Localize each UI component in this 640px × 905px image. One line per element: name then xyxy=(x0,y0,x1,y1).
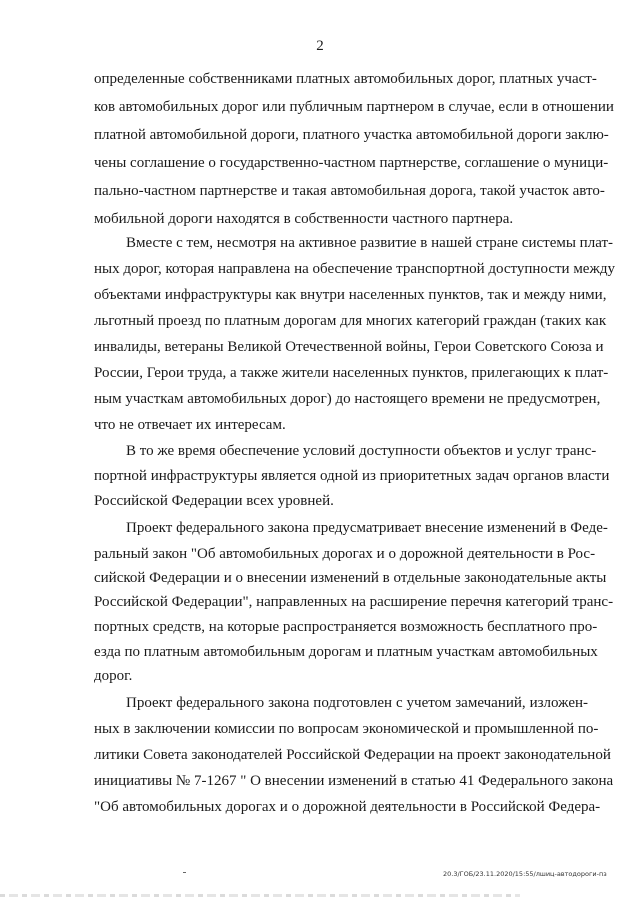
text-line: инвалиды, ветераны Великой Отечественной войны, Герои Советского Союза и xyxy=(94,339,604,355)
text-line: объектами инфраструктуры как внутри населенных пунктов, так и между ними, xyxy=(94,287,607,303)
text-line: Российской Федерации", направленных на расширение перечня категорий транс- xyxy=(94,594,614,610)
text-line: Российской Федерации всех уровней. xyxy=(94,493,334,509)
scan-artifact xyxy=(183,872,186,873)
text-line: ным участкам автомобильных дорог) до настоящего времени не предусмотрен, xyxy=(94,391,601,407)
text-line: пально-частном партнерстве и такая автомобильная дорога, такой участок авто- xyxy=(94,183,605,199)
text-line: дорог. xyxy=(94,668,133,684)
text-line: портных средств, на которые распространяется возможность бесплатного про- xyxy=(94,619,598,635)
text-line: мобильной дороги находятся в собственности частного партнера. xyxy=(94,211,514,227)
text-line: ных дорог, которая направлена на обеспечение транспортной доступности между xyxy=(94,261,615,277)
text-line: сийской Федерации и о внесении изменений в отдельные законодательные акты xyxy=(94,570,607,586)
scan-edge-artifact xyxy=(0,894,520,897)
text-line: ков автомобильных дорог или публичным партнером в случае, если в отношении xyxy=(94,99,614,115)
text-line: Проект федерального закона подготовлен с учетом замечаний, изложен- xyxy=(126,695,588,711)
text-line: России, Герои труда, а также жители населенных пунктов, прилегающих к плат- xyxy=(94,365,609,381)
text-line: определенные собственниками платных автомобильных дорог, платных участ- xyxy=(94,71,597,87)
document-footer-code: 20.3/ГОБ/23.11.2020/15:55/лшиц-автодороги-пз xyxy=(443,870,607,878)
text-line: ных в заключении комиссии по вопросам экономической и промышленной по- xyxy=(94,721,599,737)
text-line: В то же время обеспечение условий доступности объектов и услуг транс- xyxy=(126,443,597,459)
text-line: льготный проезд по платным дорогам для многих категорий граждан (таких как xyxy=(94,313,607,329)
text-line: "Об автомобильных дорогах и о дорожной деятельности в Российской Федера- xyxy=(94,799,601,815)
text-line: Вместе с тем, несмотря на активное развитие в нашей стране системы плат- xyxy=(126,235,614,251)
text-line: ральный закон "Об автомобильных дорогах и о дорожной деятельности в Рос- xyxy=(94,546,596,562)
text-line: литики Совета законодателей Российской Федерации на проект законодательной xyxy=(94,747,611,763)
text-line: Проект федерального закона предусматривает внесение изменений в Феде- xyxy=(126,520,608,536)
text-line: чены соглашение о государственно-частном партнерстве, соглашение о муници- xyxy=(94,155,609,171)
text-line: езда по платным автомобильным дорогам и платным участкам автомобильных xyxy=(94,644,598,660)
text-line: инициативы № 7-1267 " О внесении изменений в статью 41 Федерального закона xyxy=(94,773,614,789)
text-line: портной инфраструктуры является одной из приоритетных задач органов власти xyxy=(94,468,610,484)
page-number: 2 xyxy=(316,38,324,54)
text-line: что не отвечает их интересам. xyxy=(94,417,286,433)
text-line: платной автомобильной дороги, платного участка автомобильной дороги заклю- xyxy=(94,127,609,143)
